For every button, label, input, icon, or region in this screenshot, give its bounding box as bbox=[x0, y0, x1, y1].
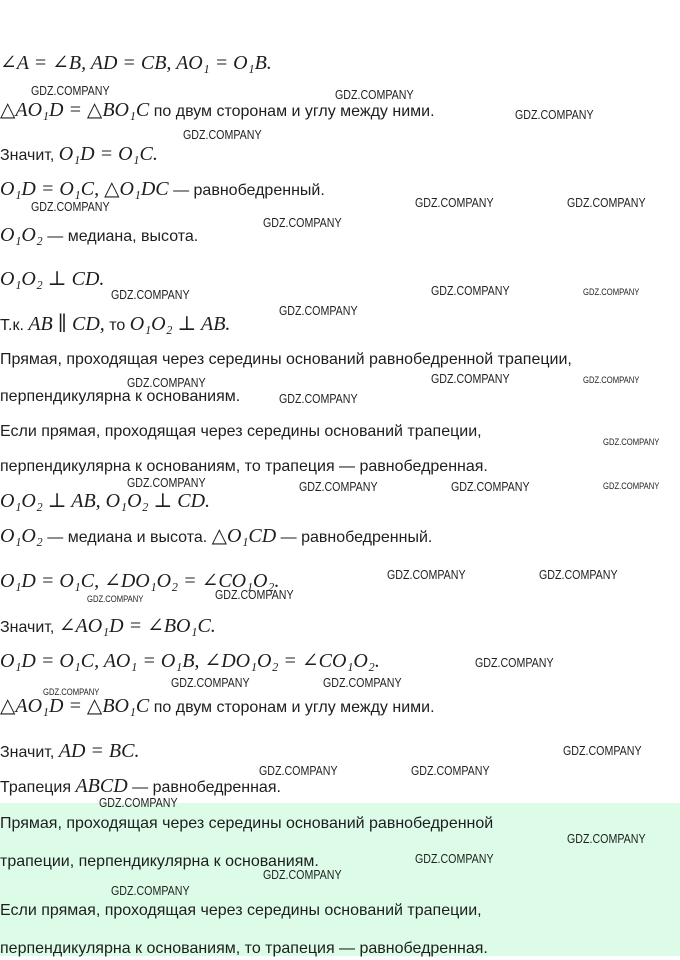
text-fragment: Значит, bbox=[0, 744, 59, 761]
watermark-text: GDZ.COMPANY bbox=[263, 215, 342, 230]
theorem-line bbox=[0, 900, 482, 922]
math-expression: AD = BC. bbox=[58, 740, 140, 762]
theorem-line bbox=[0, 813, 493, 835]
watermark-text: GDZ.COMPANY bbox=[563, 743, 642, 758]
theorem-line bbox=[0, 938, 488, 960]
math-expression: ∠AO₁D = ∠BO₁C. bbox=[58, 615, 216, 637]
watermark-text: GDZ.COMPANY bbox=[415, 195, 494, 210]
math-expression: O₁O₂ ⊥ CD. bbox=[0, 268, 105, 290]
text-fragment: Значит, bbox=[0, 147, 59, 164]
watermark-text: GDZ.COMPANY bbox=[335, 87, 414, 102]
watermark-text: GDZ.COMPANY bbox=[111, 883, 190, 898]
watermark-text: GDZ.COMPANY bbox=[127, 375, 206, 390]
solution-line bbox=[0, 490, 210, 514]
watermark-text: GDZ.COMPANY bbox=[411, 763, 490, 778]
watermark-text: GDZ.COMPANY bbox=[215, 587, 294, 602]
math-expression: ABCD bbox=[75, 775, 128, 797]
text-fragment: Т.к. bbox=[0, 317, 29, 334]
watermark-text: GDZ.COMPANY bbox=[451, 479, 530, 494]
math-expression: O₁O₂ ⊥ AB, O₁O₂ ⊥ CD. bbox=[0, 490, 211, 512]
solution-line bbox=[0, 143, 158, 167]
solution-line bbox=[0, 313, 230, 337]
watermark-text: GDZ.COMPANY bbox=[387, 567, 466, 582]
watermark-text: GDZ.COMPANY bbox=[299, 479, 378, 494]
math-expression: O₁D = O₁C. bbox=[58, 143, 158, 165]
watermark-text: GDZ.COMPANY bbox=[259, 763, 338, 778]
watermark-text: GDZ.COMPANY bbox=[603, 481, 660, 491]
watermark-text: GDZ.COMPANY bbox=[99, 795, 178, 810]
watermark-text: GDZ.COMPANY bbox=[31, 83, 110, 98]
text-fragment: — медиана, высота. bbox=[42, 228, 199, 245]
watermark-text: GDZ.COMPANY bbox=[583, 375, 640, 385]
text-fragment: — медиана и высота. bbox=[42, 529, 212, 546]
text-fragment: — равнобедренный. bbox=[276, 529, 433, 546]
solution-line bbox=[0, 268, 104, 292]
math-expression: O₁O₂ ⊥ AB. bbox=[129, 313, 231, 335]
watermark-text: GDZ.COMPANY bbox=[43, 687, 100, 697]
solution-line bbox=[0, 615, 216, 639]
watermark-text: GDZ.COMPANY bbox=[183, 127, 262, 142]
watermark-text: GDZ.COMPANY bbox=[171, 675, 250, 690]
watermark-text: GDZ.COMPANY bbox=[87, 594, 144, 604]
solution-line bbox=[0, 456, 488, 478]
watermark-text: GDZ.COMPANY bbox=[515, 107, 594, 122]
solution-line bbox=[0, 99, 435, 123]
text-fragment: Трапеция bbox=[0, 779, 76, 796]
text-fragment: — равнобедренный. bbox=[168, 182, 325, 199]
solution-line bbox=[0, 224, 198, 248]
watermark-text: GDZ.COMPANY bbox=[431, 371, 510, 386]
watermark-text: GDZ.COMPANY bbox=[127, 475, 206, 490]
watermark-text: GDZ.COMPANY bbox=[539, 567, 618, 582]
text-fragment: перпендикулярна к основаниям. bbox=[0, 388, 241, 405]
text-fragment: Значит, bbox=[0, 619, 59, 636]
text-fragment: — равнобедренная. bbox=[127, 779, 281, 796]
solution-line bbox=[0, 650, 380, 674]
watermark-text: GDZ.COMPANY bbox=[475, 655, 554, 670]
text-fragment: по двум сторонам и углу между ними. bbox=[149, 699, 435, 716]
watermark-text: GDZ.COMPANY bbox=[431, 283, 510, 298]
text-fragment: Если прямая, проходящая через середины оснований трапеции, bbox=[0, 423, 482, 440]
text-fragment: перпендикулярна к основаниям, то трапеция — равнобедренная. bbox=[0, 458, 488, 475]
math-expression: O₁D = O₁C, AO₁ = O₁B, ∠DO₁O₂ = ∠CO₁O₂. bbox=[0, 650, 380, 672]
math-expression: △O₁CD bbox=[211, 525, 277, 547]
math-expression: O₁D = O₁C, ∠DO₁O₂ = ∠CO₁O₂. bbox=[0, 570, 280, 592]
math-expression: △AO₁D = △BO₁C bbox=[0, 99, 150, 121]
text-fragment: по двум сторонам и углу между ними. bbox=[149, 103, 435, 120]
text-fragment: трапеции, перпендикулярна к основаниям. bbox=[0, 853, 319, 870]
solution-line bbox=[0, 52, 272, 76]
math-expression: ∠A = ∠B, AD = CB, AO₁ = O₁B. bbox=[0, 52, 272, 74]
text-fragment: перпендикулярна к основаниям, то трапеция — равнобедренная. bbox=[0, 940, 488, 957]
math-expression: AB ∥ CD, bbox=[28, 313, 105, 335]
text-fragment: то bbox=[104, 317, 130, 334]
solution-line bbox=[0, 525, 432, 549]
watermark-text: GDZ.COMPANY bbox=[279, 391, 358, 406]
text-fragment: Если прямая, проходящая через середины оснований трапеции, bbox=[0, 902, 482, 919]
text-fragment: Прямая, проходящая через середины оснований равнобедренной bbox=[0, 815, 494, 832]
math-expression: O₁O₂ bbox=[0, 525, 43, 547]
watermark-text: GDZ.COMPANY bbox=[567, 831, 646, 846]
watermark-text: GDZ.COMPANY bbox=[323, 675, 402, 690]
watermark-text: GDZ.COMPANY bbox=[583, 287, 640, 297]
math-expression: O₁O₂ bbox=[0, 224, 43, 246]
watermark-text: GDZ.COMPANY bbox=[603, 437, 660, 447]
watermark-text: GDZ.COMPANY bbox=[31, 199, 110, 214]
solution-line bbox=[0, 421, 482, 443]
watermark-text: GDZ.COMPANY bbox=[415, 851, 494, 866]
math-expression: O₁D = O₁C, △O₁DC bbox=[0, 178, 169, 200]
watermark-text: GDZ.COMPANY bbox=[279, 303, 358, 318]
solution-line bbox=[0, 740, 139, 764]
watermark-text: GDZ.COMPANY bbox=[567, 195, 646, 210]
watermark-text: GDZ.COMPANY bbox=[263, 867, 342, 882]
text-fragment: Прямая, проходящая через середины оснований равнобедренной трапеции, bbox=[0, 351, 572, 368]
watermark-text: GDZ.COMPANY bbox=[111, 287, 190, 302]
math-expression: △AO₁D = △BO₁C bbox=[0, 695, 150, 717]
solution-line bbox=[0, 349, 572, 371]
